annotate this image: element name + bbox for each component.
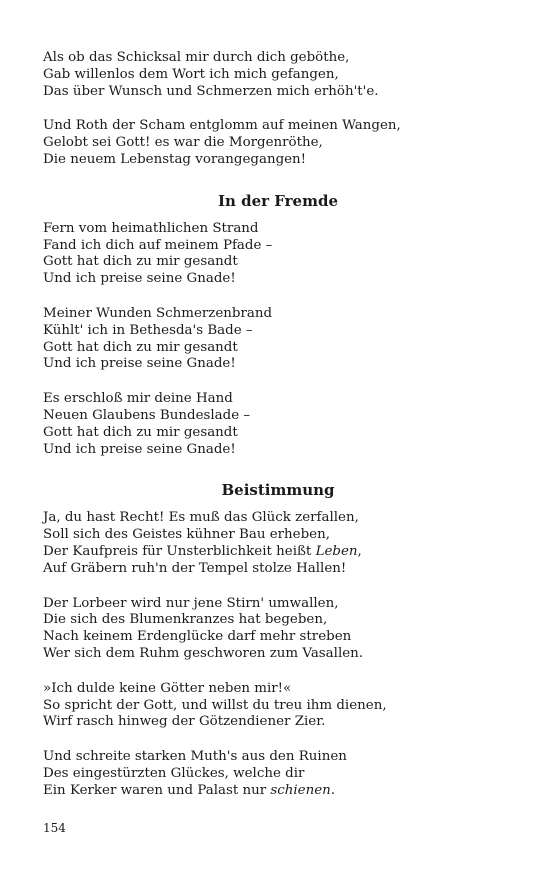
poem-in-der-fremde [43,191,513,459]
verse-line: Des eingestürzten Glückes, welche dir [43,765,305,781]
verse-line: Das über Wunsch und Schmerzen mich erhöh't'e. [43,83,379,99]
verse-line: Meiner Wunden Schmerzenbrand [43,305,273,321]
verse-line: Kühlt' ich in Bethesda's Bade – [43,322,253,338]
stanza [43,50,513,100]
verse-emphasis: Leben [315,543,358,559]
stanza [43,510,513,577]
verse-line [43,544,513,561]
verse-text: Ein Kerker waren und Palast nur [43,782,271,798]
stanza [43,391,513,458]
verse-line: Gelobt sei Gott! es war die Morgenröthe, [43,135,323,151]
verse-line: Auf Gräbern ruh'n der Tempel stolze Hallen! [43,560,347,576]
verse-line: Fand ich dich auf meinem Pfade – [43,237,273,253]
verse-line: Gab willenlos dem Wort ich mich gefangen, [43,66,339,82]
page-body [43,50,513,818]
verse-line: »Ich dulde keine Götter neben mir!« [43,680,292,696]
verse-line: Die neuem Lebenstag vorangegangen! [43,151,307,167]
page-number: 154 [43,821,66,835]
verse-line: Gott hat dich zu mir gesandt [43,339,238,355]
poem-title: Beistimmung [221,481,335,500]
stanza [43,681,513,731]
verse-line: Und Roth der Scham entglomm auf meinen Wangen, [43,118,401,134]
verse-line: Ja, du hast Recht! Es muß das Glück zerfallen, [43,510,359,526]
verse-line: Fern vom heimathlichen Strand [43,220,259,236]
verse-line: Und ich preise seine Gnade! [43,271,236,287]
verse-line: So spricht der Gott, und willst du treu ihm dienen, [43,697,387,713]
stanza [43,749,513,799]
verse-line: Soll sich des Geistes kühner Bau erheben, [43,527,330,543]
stanza [43,221,513,288]
verse-line: Es erschloß mir deine Hand [43,391,233,407]
verse-line: Wirf rasch hinweg der Götzendiener Zier. [43,714,326,730]
stanza [43,118,513,168]
verse-line: Wer sich dem Ruhm geschworen zum Vasallen. [43,645,364,661]
verse-text: , [357,543,362,559]
verse-line: Und schreite starken Muth's aus den Ruinen [43,749,347,765]
poem-title: In der Fremde [217,191,339,210]
verse-line: Gott hat dich zu mir gesandt [43,424,238,440]
verse-line: Als ob das Schicksal mir durch dich geböthe, [43,50,350,65]
verse-line: Gott hat dich zu mir gesandt [43,254,238,270]
verse-line: Die sich des Blumenkranzes hat begeben, [43,612,328,628]
poem-beistimmung [43,480,513,799]
verse-text: Der Kaufpreis für Unsterblichkeit heißt [43,543,316,559]
poem-continuation [43,50,513,169]
stanza [43,596,513,663]
verse-line: Und ich preise seine Gnade! [43,441,236,457]
verse-text: . [330,782,336,798]
stanza [43,306,513,373]
verse-line: Und ich preise seine Gnade! [43,356,236,372]
verse-emphasis: schienen [270,782,331,798]
verse-line: Neuen Glaubens Bundeslade – [43,407,251,423]
verse-line: Der Lorbeer wird nur jene Stirn' umwallen, [43,595,339,611]
verse-line: Nach keinem Erdenglücke darf mehr streben [43,629,352,645]
verse-line [43,783,513,800]
